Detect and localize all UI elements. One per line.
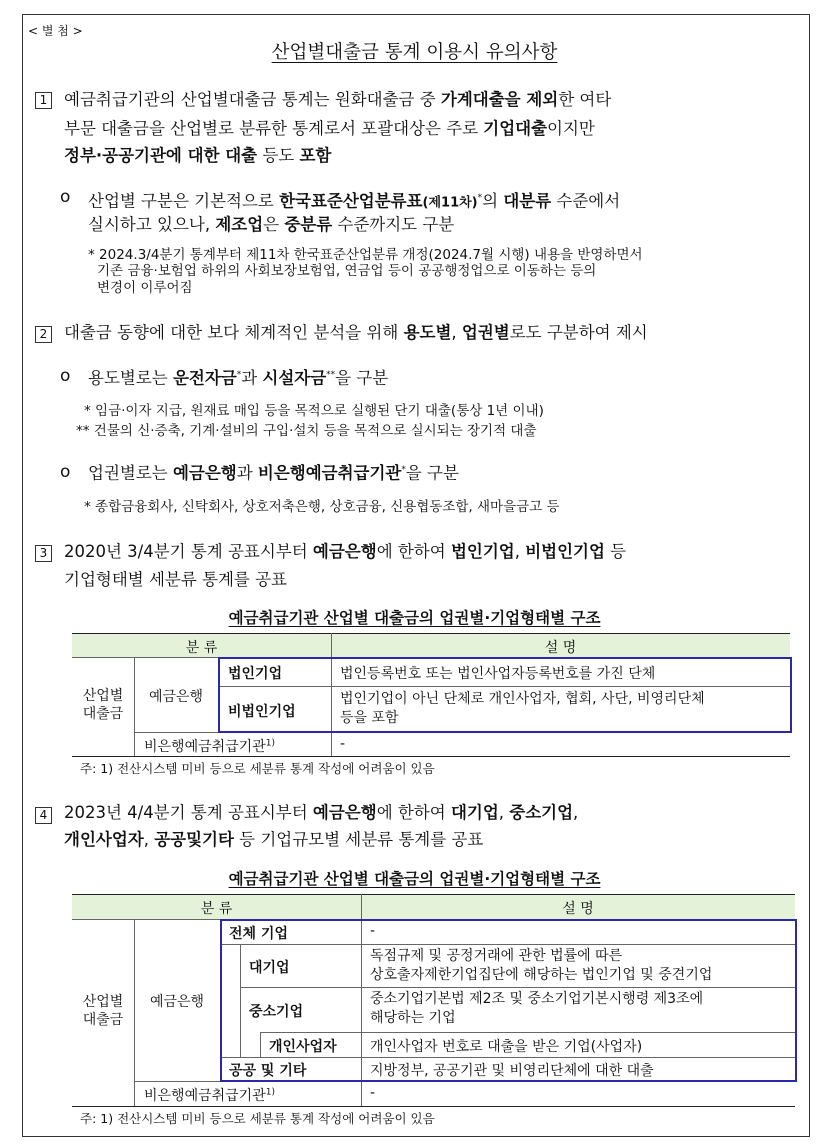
table1-row-nonbank-desc: - [340, 736, 346, 752]
table2-footnote: 주: 1) 전산시스템 미비 등으로 세분류 통계 작성에 어려움이 있음 [80, 1111, 435, 1126]
s1-note-3: 변경이 이루어짐 [97, 280, 193, 296]
s3-line1: 2020년 3/4분기 통계 공표시부터 예금은행에 한하여 법인기업, 비법인기업 등 [64, 542, 627, 561]
table1-row-corporate: 법인기업 [228, 666, 283, 682]
table2-title: 예금취급기관 산업별 대출금의 업권별·기업형태별 구조 [228, 870, 601, 888]
table2-row-all-firms: 전체 기업 [229, 926, 288, 942]
attachment-tag: < 별 첨 > [28, 24, 83, 38]
table1-header-class: 분 류 [185, 640, 218, 656]
table2-industry-label: 산업별 대출금 [82, 994, 124, 1028]
s2-note-1: * 임금·이자 지급, 원재료 매입 등을 목적으로 실행된 단기 대출(통상 1년 이내) [84, 403, 544, 419]
s2-note-2: ** 건물의 신·증축, 기계·설비의 구입·설치 등을 목적으로 실시되는 장기적 대출 [76, 423, 537, 439]
page-title: 산업별대출금 통계 이용시 유의사항 [271, 42, 558, 63]
section-number-3: 3 [35, 545, 52, 562]
table2-row-public-other: 공공 및 기타 [229, 1063, 307, 1079]
table1-title: 예금취급기관 산업별 대출금의 업권별·기업형태별 구조 [228, 609, 601, 627]
table2-row-sme-desc: 중소기업기본법 제2조 및 중소기업기본시행령 제3조에 해당하는 기업 [370, 991, 704, 1026]
table1-footnote: 주: 1) 전산시스템 미비 등으로 세분류 통계 작성에 어려움이 있음 [80, 761, 435, 776]
s1-bullet1: 산업별 구분은 기본적으로 한국표준산업분류표(제11차)*의 대분류 수준에서 [88, 191, 621, 211]
table2-row-large-desc: 독점규제 및 공정거래에 관한 법률에 따른 상호출자제한기업집단에 해당하는 법인기업 및 중견기업 [370, 948, 713, 983]
section-number-2: 2 [35, 326, 52, 343]
table2-row-nonbank: 비은행예금취급기관$^{1)}$ [144, 1087, 275, 1104]
table2-row-all-firms-desc: - [370, 923, 376, 939]
s3-line2: 기업형태별 세분류 통계를 공표 [64, 570, 287, 589]
table1-bank-label: 예금은행 [148, 689, 204, 705]
s4-line1: 2023년 4/4분기 통계 공표시부터 예금은행에 한하여 대기업, 중소기업, [64, 803, 579, 822]
table2-row-nonbank-desc: - [370, 1085, 376, 1101]
s4-line2: 개인사업자, 공공및기타 등 기업규모별 세분류 통계를 공표 [64, 830, 484, 849]
table2-header-desc: 설 명 [562, 901, 594, 917]
s2-bullet1: 용도별로는 운전자금*과 시설자금**을 구분 [88, 368, 389, 388]
table2-row-sme: 중소기업 [249, 1004, 304, 1020]
s2-line1: 대출금 동향에 대한 보다 체계적인 분석을 위해 용도별, 업권별로도 구분하여 제시 [64, 323, 648, 342]
s1-line1: 예금취급기관의 산업별대출금 통계는 원화대출금 중 가계대출을 제외한 여타 [64, 90, 612, 109]
s1-note-1: * 2024.3/4분기 통계부터 제11차 한국표준산업분류 개정(2024.7월 시행) 내용을 반영하면서 [88, 247, 643, 263]
table1-industry-label: 산업별 대출금 [82, 688, 124, 722]
table2-row-large: 대기업 [249, 960, 290, 976]
section-number-1: 1 [35, 92, 52, 109]
table2-header-class: 분 류 [200, 901, 233, 917]
table1-row-nonbank: 비은행예금취급기관$^{1)}$ [144, 738, 275, 755]
section-number-4: 4 [35, 807, 52, 824]
s1-note-2: 기존 금융·보험업 하위의 사회보장보험업, 연금업 등이 공공행정업으로 이동하는 등의 [97, 263, 597, 279]
table1-row-noncorporate: 비법인기업 [228, 704, 296, 720]
bullet-circle: o [60, 187, 71, 207]
table2-row-sole-proprietor-desc: 개인사업자 번호로 대출을 받은 기업(사업자) [370, 1039, 643, 1055]
table1-header-desc: 설 명 [544, 640, 577, 656]
s2-note-3: * 종합금융회사, 신탁회사, 상호저축은행, 상호금융, 신용협동조합, 새마을금고 등 [84, 499, 560, 515]
bullet-circle: o [60, 366, 71, 386]
s2-bullet2: 업권별로는 예금은행과 비은행예금취급기관*을 구분 [88, 463, 459, 483]
table2-row-sole-proprietor: 개인사업자 [269, 1039, 337, 1055]
bullet-circle: o [60, 462, 71, 482]
table1-row-noncorporate-desc: 법인기업이 아닌 단체로 개인사업자, 협회, 사단, 비영리단체 등을 포함 [340, 691, 705, 726]
s1-bullet1-cont: 실시하고 있으나, 제조업은 중분류 수준까지도 구분 [88, 215, 455, 234]
s1-line2: 부문 대출금을 산업별로 분류한 통계로서 포괄대상은 주로 기업대출이지만 [64, 119, 595, 138]
s1-line3: 정부·공공기관에 대한 대출 등도 포함 [64, 146, 332, 165]
table2-bank-label: 예금은행 [149, 994, 205, 1010]
table2-row-public-other-desc: 지방정부, 공공기관 및 비영리단체에 대한 대출 [370, 1063, 654, 1079]
table1-row-corporate-desc: 법인등록번호 또는 법인사업자등록번호를 가진 단체 [340, 666, 656, 682]
